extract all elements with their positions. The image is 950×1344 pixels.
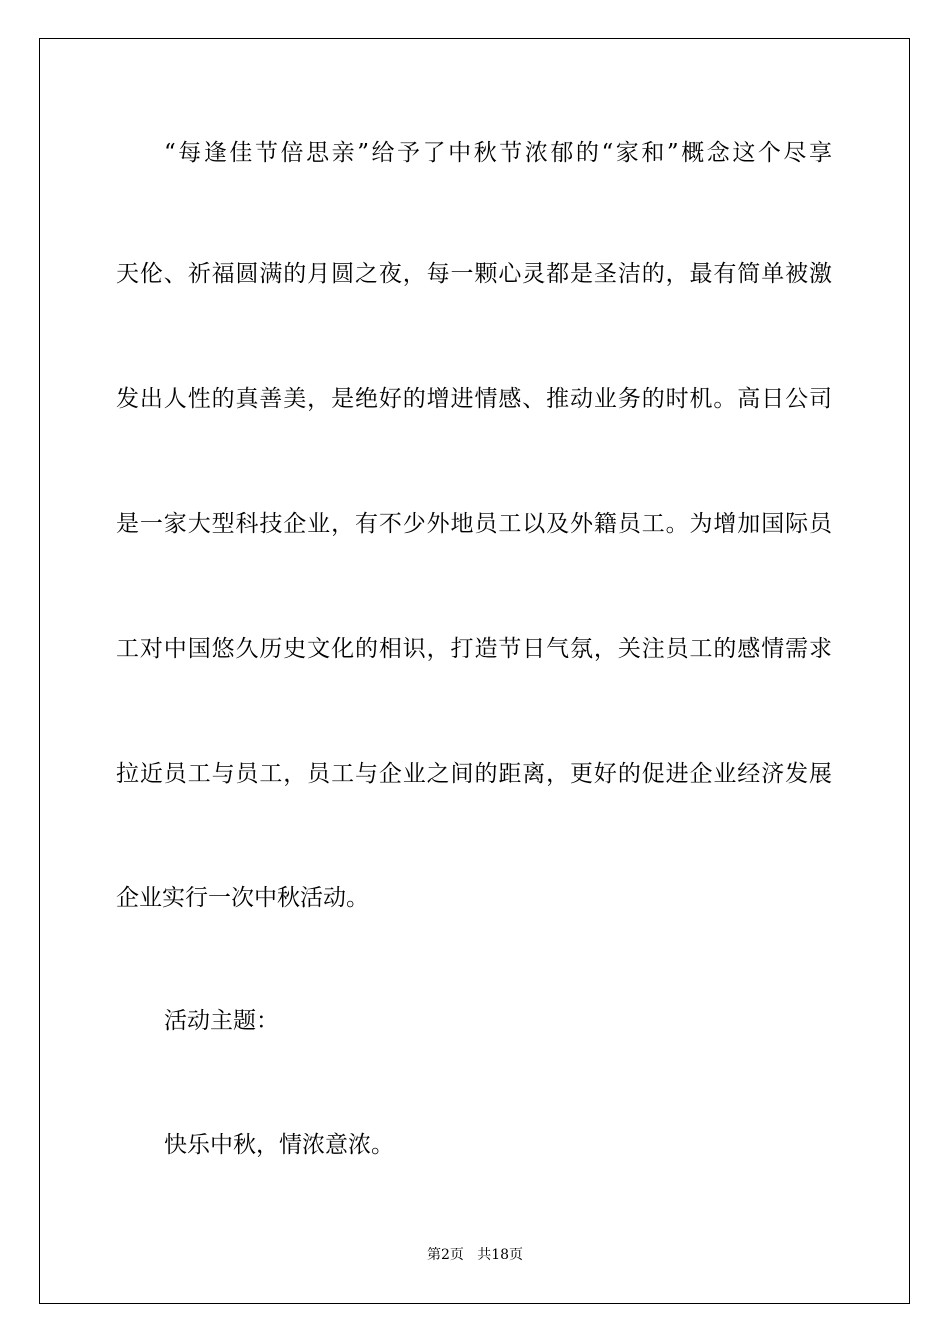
paragraph-line-2: 天伦、祈福圆满的月圆之夜，每一颗心灵都是圣洁的，最有简单被激 [116,261,832,287]
theme-heading: 活动主题： [164,1008,279,1034]
paragraph-line-5: 工对中国悠久历史文化的相识，打造节日气氛，关注员工的感情需求 [116,636,832,662]
paragraph-line-4: 是一家大型科技企业，有不少外地员工以及外籍员工。为增加国际员 [116,511,832,537]
paragraph-line-7: 企业实行一次中秋活动。 [116,885,369,911]
page-border [39,38,910,1304]
paragraph-line-3: 发出人性的真善美，是绝好的增进情感、推动业务的时机。高日公司 [116,386,832,412]
theme-text: 快乐中秋，情浓意浓。 [164,1132,394,1158]
page-number-footer: 第2页 共18页 [426,1247,524,1263]
paragraph-line-1: “每逢佳节倍思亲”给予了中秋节浓郁的“家和”概念这个尽享 [164,140,832,166]
paragraph-line-6: 拉近员工与员工，员工与企业之间的距离，更好的促进企业经济发展 [116,761,832,787]
